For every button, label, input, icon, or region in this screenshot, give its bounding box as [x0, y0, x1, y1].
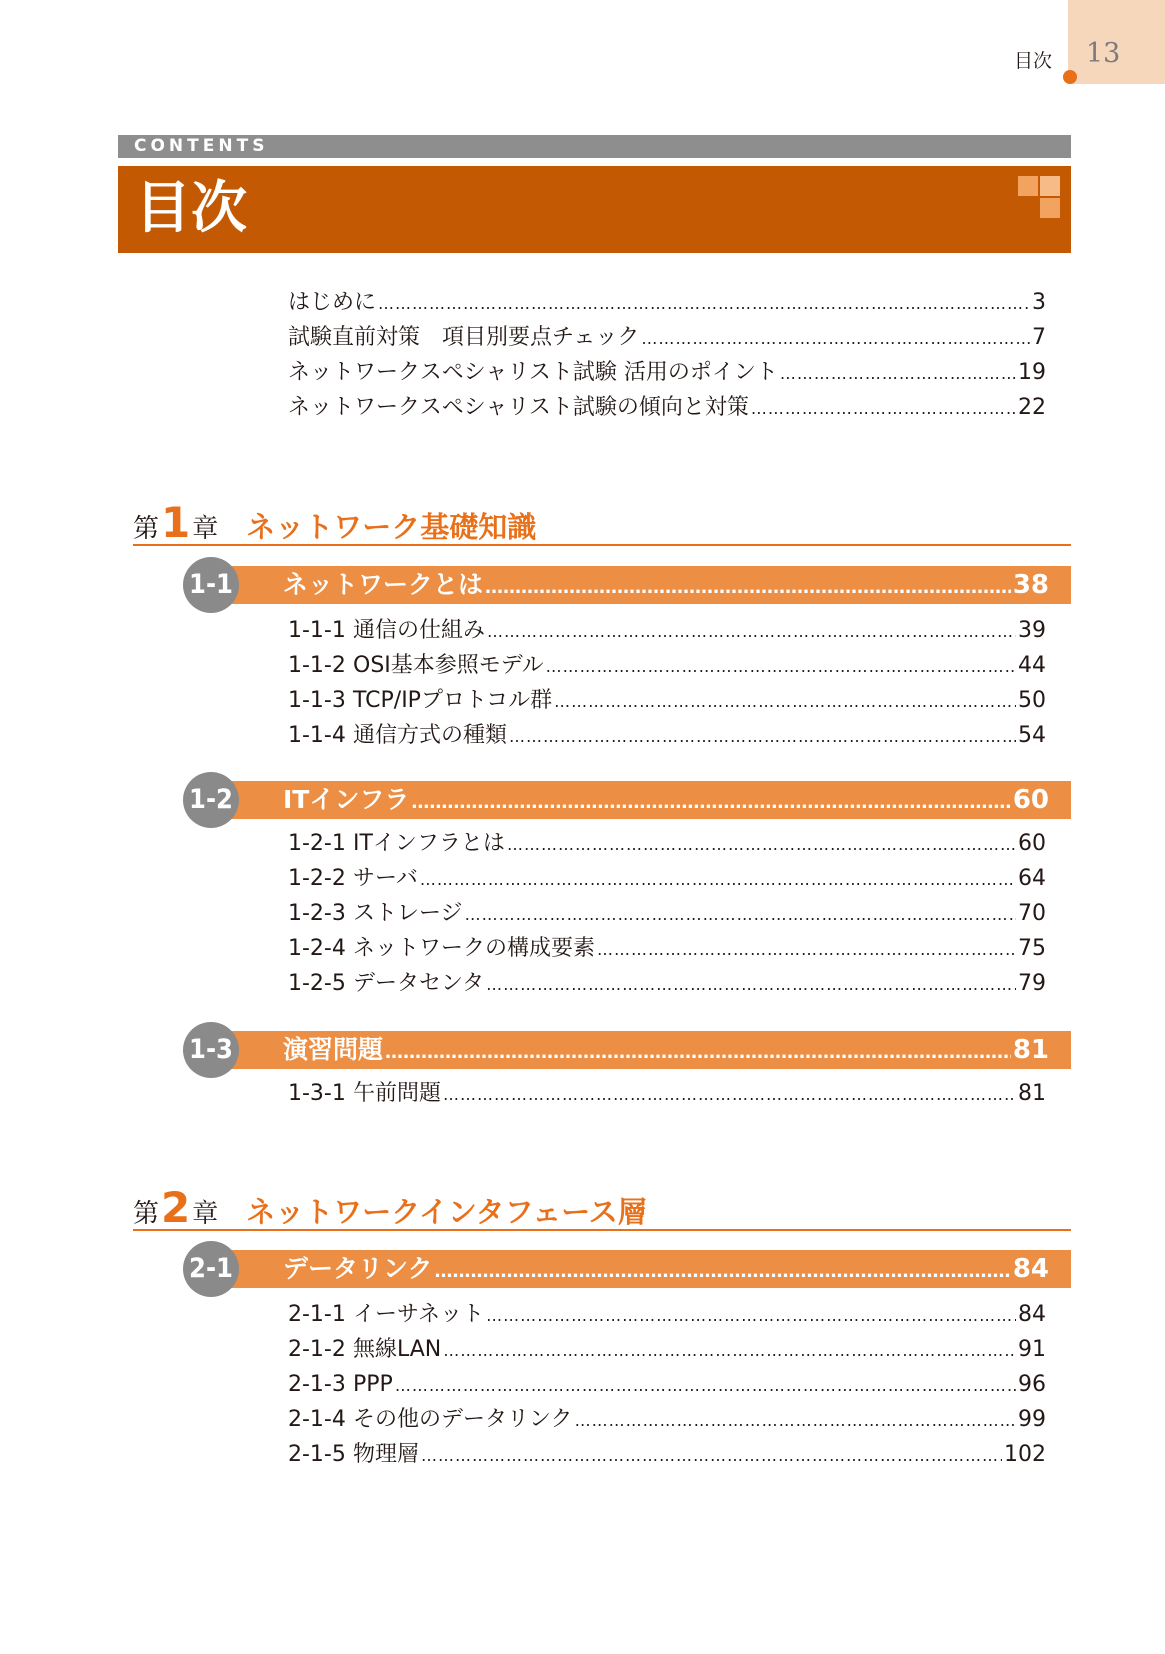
entry-title: 通信方式の種類 [353, 723, 508, 748]
toc-entry[interactable] [288, 1335, 1046, 1366]
dot-leader [378, 289, 1030, 319]
toc-entry[interactable] [288, 899, 1046, 930]
dot-leader [486, 970, 1016, 1000]
chapter-suffix: 章 [192, 514, 219, 544]
toc-entry[interactable] [288, 686, 1046, 717]
entry-title: OSI基本参照モデル [353, 653, 544, 678]
dot-leader [780, 359, 1016, 389]
section-badge: 2-1 [183, 1241, 239, 1297]
dot-leader [385, 1042, 1011, 1063]
toc-entry[interactable] [288, 969, 1046, 1000]
dot-leader [465, 900, 1016, 930]
entry-number: 2-1-2 [288, 1337, 346, 1362]
entry-number: 2-1-1 [288, 1302, 346, 1327]
entry-title: 試験直前対策 項目別要点チェック [288, 325, 640, 350]
toc-entry[interactable] [288, 1440, 1046, 1471]
entry-page: 91 [1018, 1337, 1046, 1362]
entry-number: 1-3-1 [288, 1081, 346, 1106]
dot-leader [509, 722, 1016, 752]
dot-leader [575, 1406, 1016, 1436]
chapter-heading[interactable] [133, 1183, 1071, 1232]
entry-number: 1-2-5 [288, 971, 346, 996]
entry-page: 54 [1018, 723, 1046, 748]
entry-title: ストレージ [353, 901, 463, 926]
entry-title: はじめに [288, 290, 377, 315]
section-badge: 1-2 [183, 772, 239, 828]
entry-page: 39 [1018, 618, 1046, 643]
section-badge: 1-1 [183, 557, 239, 613]
chapter-prefix: 第 [133, 514, 160, 544]
entry-title: イーサネット [353, 1302, 485, 1327]
dot-leader [411, 792, 1010, 813]
page-marker-dot [1063, 70, 1077, 84]
entry-title: サーバ [353, 866, 418, 891]
entry-title: PPP [353, 1372, 393, 1397]
decorative-square [1018, 176, 1038, 196]
chapter-number: 2 [161, 1183, 191, 1232]
decorative-square [1040, 198, 1060, 218]
toc-entry[interactable] [288, 1079, 1046, 1110]
toc-entry[interactable] [288, 934, 1046, 965]
entry-title: 無線LAN [353, 1337, 442, 1362]
dot-leader [485, 577, 1011, 598]
section-title: データリンク [283, 1254, 433, 1283]
entry-title: ネットワークの構成要素 [353, 936, 596, 961]
chapter-heading[interactable] [133, 498, 1071, 547]
dot-leader [641, 324, 1030, 354]
dot-leader [421, 1441, 1002, 1471]
entry-page: 70 [1018, 901, 1046, 926]
dot-leader [435, 1261, 1011, 1282]
dot-leader [546, 652, 1016, 682]
running-head: 目次 [1014, 50, 1053, 72]
dot-leader [443, 1080, 1016, 1110]
entry-number: 2-1-5 [288, 1442, 346, 1467]
entry-page: 60 [1018, 831, 1046, 856]
chapter-title: ネットワーク基礎知識 [246, 510, 537, 544]
entry-title: TCP/IPプロトコル群 [353, 688, 553, 713]
entry-title: その他のデータリンク [353, 1407, 573, 1432]
entry-number: 1-1-2 [288, 653, 346, 678]
entry-number: 1-2-1 [288, 831, 346, 856]
entry-number: 1-1-1 [288, 618, 346, 643]
toc-entry[interactable] [288, 323, 1046, 354]
section-page: 84 [1012, 1254, 1049, 1284]
entry-page: 7 [1032, 325, 1046, 350]
entry-page: 50 [1018, 688, 1046, 713]
section-page: 38 [1012, 570, 1049, 600]
title-bar [118, 166, 1071, 253]
entry-page: 96 [1018, 1372, 1046, 1397]
entry-title: ネットワークスペシャリスト試験 活用のポイント [288, 360, 778, 385]
decorative-square [1040, 176, 1060, 196]
section-page: 81 [1012, 1035, 1049, 1065]
entry-title: 午前問題 [353, 1081, 442, 1106]
toc-entry[interactable] [288, 1405, 1046, 1436]
dot-leader [507, 830, 1016, 860]
section-bar[interactable] [189, 566, 1071, 604]
section-bar[interactable] [189, 781, 1071, 819]
entry-page: 22 [1018, 395, 1046, 420]
entry-title: 物理層 [353, 1442, 420, 1467]
entry-page: 3 [1032, 290, 1046, 315]
chapter-title: ネットワークインタフェース層 [246, 1195, 647, 1229]
entry-number: 2-1-3 [288, 1372, 346, 1397]
toc-entry[interactable] [288, 1370, 1046, 1401]
section-title: 演習問題 [283, 1035, 384, 1064]
entry-title: 通信の仕組み [353, 618, 486, 643]
dot-leader [443, 1336, 1016, 1366]
entry-page: 75 [1018, 936, 1046, 961]
entry-number: 1-1-4 [288, 723, 346, 748]
entry-page: 79 [1018, 971, 1046, 996]
section-bar[interactable] [189, 1250, 1071, 1288]
toc-entry[interactable] [288, 393, 1046, 424]
entry-title: データセンタ [353, 971, 485, 996]
entry-number: 1-2-4 [288, 936, 346, 961]
entry-page: 64 [1018, 866, 1046, 891]
entry-page: 44 [1018, 653, 1046, 678]
section-title: ネットワークとは [283, 570, 484, 599]
chapter-prefix: 第 [133, 1199, 160, 1229]
toc-entry[interactable] [288, 651, 1046, 682]
toc-entry[interactable] [288, 721, 1046, 752]
toc-entry[interactable] [288, 288, 1046, 319]
entry-page: 99 [1018, 1407, 1046, 1432]
toc-entry[interactable] [288, 616, 1046, 647]
toc-entry[interactable] [288, 1300, 1046, 1331]
entry-title: ITインフラとは [353, 831, 505, 856]
toc-entry[interactable] [288, 829, 1046, 860]
entry-number: 1-2-2 [288, 866, 346, 891]
section-bar[interactable] [189, 1031, 1071, 1069]
contents-label: CONTENTS [134, 136, 269, 156]
section-title: ITインフラ [283, 785, 410, 814]
dot-leader [597, 935, 1016, 965]
entry-title: ネットワークスペシャリスト試験の傾向と対策 [288, 395, 749, 420]
entry-page: 19 [1018, 360, 1046, 385]
chapter-number: 1 [161, 498, 191, 547]
section-page: 60 [1012, 785, 1049, 815]
chapter-suffix: 章 [192, 1199, 219, 1229]
toc-entry[interactable] [288, 864, 1046, 895]
entry-page: 81 [1018, 1081, 1046, 1106]
contents-bar [118, 135, 1071, 158]
entry-number: 1-2-3 [288, 901, 346, 926]
toc-entry[interactable] [288, 358, 1046, 389]
dot-leader [486, 1301, 1016, 1331]
entry-number: 2-1-4 [288, 1407, 346, 1432]
dot-leader [487, 617, 1016, 647]
dot-leader [751, 394, 1016, 424]
page-number: 13 [1086, 38, 1121, 69]
entry-page: 102 [1004, 1442, 1046, 1467]
dot-leader [395, 1371, 1016, 1401]
page-title: 目次 [135, 176, 247, 241]
entry-number: 1-1-3 [288, 688, 346, 713]
dot-leader [554, 687, 1016, 717]
entry-page: 84 [1018, 1302, 1046, 1327]
dot-leader [420, 865, 1016, 895]
section-badge: 1-3 [183, 1022, 239, 1078]
